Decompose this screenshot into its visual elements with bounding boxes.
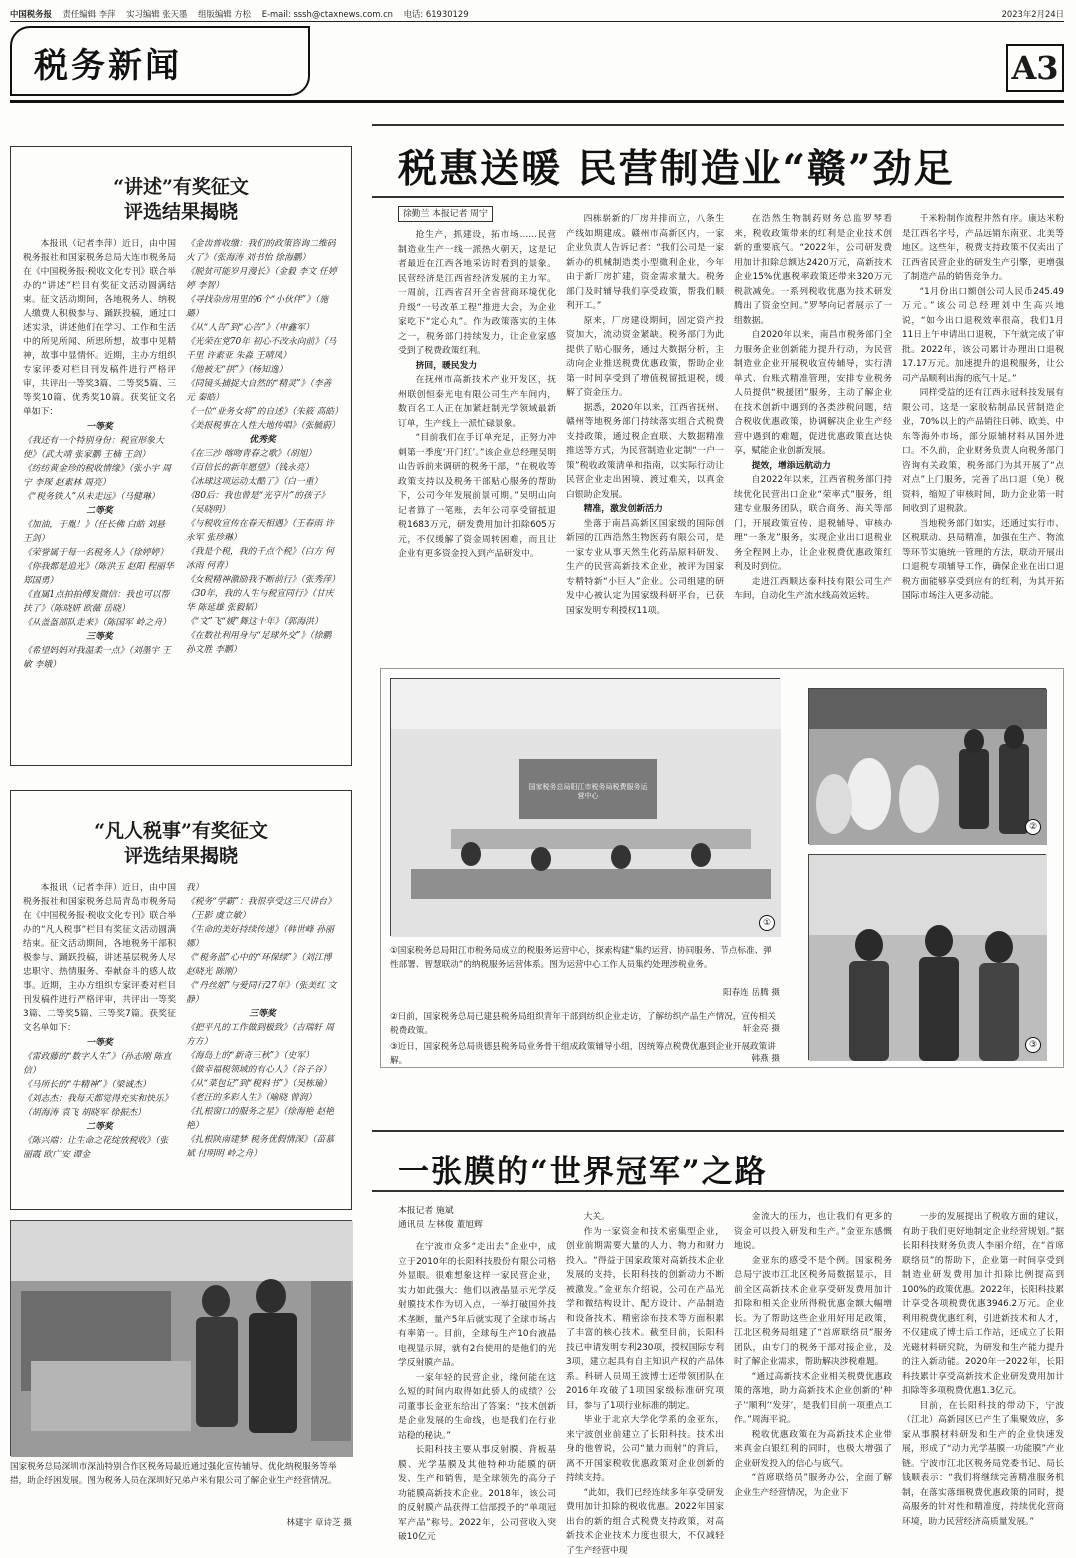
photo-number-3: ③ (1025, 1037, 1041, 1053)
award-entry: 《扎根陕南建梦 税务优假情深》（苗慕斌 付明明 岭之舟） (186, 1133, 339, 1161)
award-entry: 《他被无“拱”》（杨知逸） (186, 363, 339, 377)
paragraph: 原来，厂房建设期间，固定资产投资加大，流动资金紧缺。税务部门为此提供了贴心服务，通过大数据分析，主动向企业推送税费优惠政策，帮助企业第一时间享受到了增值税留抵退税，缓解了资金压力。 (566, 314, 724, 401)
award-level: 优秀奖 (186, 433, 339, 447)
award-entry: 《生命的美好持续传递》（韩世峰 孙丽娜） (186, 923, 339, 951)
award-level: 一等奖 (23, 1036, 176, 1050)
paragraph: 千米粉制作流程井然有序。康达米粉是江西名字号，产品远销东南亚、北美等地区。这些年，税费支持政策不仅卖出了江西省民营企业的研发生产引擎，更增强了制造产品的销售竞争力。 (902, 212, 1064, 285)
service-center-illustration (391, 679, 781, 937)
photo3-caption: ③近日，国家税务总局贵德县税务局业务骨干组成政策辅导小组，因统筹点税费优惠到企业开展政策讲解。 (390, 1040, 780, 1068)
award-entry: 《金齿普收缴：我们的政策咨询二维码火了》（张海涛 刘书怡 徐海鹏） (186, 237, 339, 265)
award-entry: 《冰球这项运动太酷了》（白一重） (186, 475, 339, 489)
box2-intro: 本报讯（记者李萍）近日，由中国税务报社和国家税务总局青岛市税务局在《中国税务报·税收文化专刊》联合举办的“凡人税事”栏目有奖征文活动圆满结束。征文活动期间，各地税务干部积极参与、踊跃投稿，讲述基层税务人尽忠职守、热情服务、奉献奋斗的感人故事。近期，主办方组织专家评委对栏目刊发稿件进行严格评审，共评出一等奖3篇、二等奖5篇、三等奖7篇。获奖征文名单如下： (23, 881, 176, 1035)
award-entry: 《同镜头捕捉大自然的“精灵”》（李善元 秦皓） (186, 377, 339, 405)
box1-list-col2 (186, 237, 339, 672)
editor: 责任编辑 李萍 (63, 9, 116, 19)
award-entry: 《“丹丝姐”与爱同行27年》（张美红 文静） (186, 979, 339, 1007)
paragraph: 税收优惠政策在为高新技术企业带来真金白银红利的同时，也极大增强了企业研发投入的信心与底气。 (734, 1428, 892, 1472)
article1-headline-rule (372, 196, 1064, 198)
article2-col1 (398, 1240, 556, 1542)
page-number: A3 (1006, 44, 1064, 92)
photo-tax-officers-factory (10, 1220, 352, 1456)
paragraph: 一步的发展提出了税收方面的建议，有助于我们更好地制定企业经营规划。”据长阳科技财务负责人李丽介绍，在“首席联络员”的帮助下，企业第一时间享受到制造业研发费用加计扣除比例提高到100%的政策优惠。2022年，长阳科技累计享受各项税费优惠3946.2万元。企业利用税费优惠红利，引进新技术和人才，不仅建成了博士后工作站，还成立了长阳光磁材料研究院，为研发和生产能力提升的注入新动能。2020年一2022年，长阳科技累计享受高新技术企业研发费用加计扣除等多项税费优惠1.3亿元。 (902, 1210, 1064, 1399)
article2-top-rule (372, 1130, 1064, 1132)
essay-award-box-1 (10, 146, 352, 766)
award-entry: 《从“人告”到“心告”》（申鑫军） (186, 321, 339, 335)
paragraph: 据悉，2020年以来，江西省抚州、赣州等地税务部门持续落实组合式税费支持政策，通过税企直联、大数据精准推送等方式，为民营制造业定制“一户一策”税收政策清单和指南，以实际行动让民营企业走出困境、渡过难关，以真金白银助企发展。 (566, 401, 724, 503)
masthead-rule (10, 100, 1064, 103)
paragraph: 长阳科技主要从事反射膜、背板基膜、光学基膜及其他特种功能膜的研发、生产和销售，是全球领先的高分子功能膜高新技术企业。2018年，该公司的反射膜产品获得工信部授予的“单项冠军产品”称号。2022年，公司营收入突破10亿元 (398, 1443, 556, 1545)
paragraph: 自2022年以来，江西省税务部门持续优化民营出口企业“荣率式”服务，组建专业服务团队，联合商务、海关等部门，开展政策宣传、退税辅导、审核办理“一条龙”服务，实现企业出口退税业务全程网上办，让企业税费优惠政策红利及时到位。 (734, 473, 892, 575)
box2-list-col1 (23, 1036, 176, 1162)
box1-intro: 本报讯（记者李萍）近日，由中国税务报社和国家税务总局大连市税务局在《中国税务报·税收文化专刊》联合举办的“讲述”栏目有奖征文活动圆满结束。征文活动期间，各地税务人、纳税人缴费人积极参与、踊跃投稿，通过口述实录，讲述他们在学习、工作和生活中的所见所闻、所思所想，故事中见精神，故事中显情怀。近期，主办方组织专家评委对栏目刊发稿件进行严格评审，共评出一等奖3篇、二等奖5篇、三等奖10篇、优秀奖10篇。获奖征文名单如下： (23, 237, 176, 419)
award-entry: 《在三沙 喀吻青春之歌》（胡旭） (186, 447, 339, 461)
box1-list-col1 (23, 420, 176, 672)
box2-list-col2 (186, 881, 339, 1162)
article2-byline (398, 1204, 483, 1232)
award-entry: 我） (186, 881, 339, 895)
subheading: 精准，激发创新活力 (566, 502, 724, 517)
paragraph: “首席联络员”服务办公，全面了解企业生产经营情况，为企业下 (734, 1471, 892, 1500)
award-entry: 《“文”飞“媛”舞这十年》（郭海洪） (186, 615, 339, 629)
photo-number-1: ① (759, 915, 775, 931)
article2-col3 (734, 1210, 892, 1542)
award-level: 三等奖 (23, 630, 176, 644)
award-entry: 《脱贫可能岁月漫长》（金毅 李文 任婷婷 李智） (186, 265, 339, 293)
award-entry: 《刘志杰：我每天都觉得充实和快乐》（胡海涛 袁飞 胡晓军 徐振杰） (23, 1092, 176, 1120)
photo4-caption: 国家税务总局深圳市深汕特别合作区税务局最近通过强化宣传辅导、优化纳税服务等举措，助企纾困发展。图为税务人员在深圳好兄弟卢米有限公司了解企业生产经营情况。 (10, 1460, 352, 1488)
article1-col3 (734, 212, 892, 658)
article2-headline: 一张膜的“世界冠军”之路 (398, 1146, 768, 1191)
award-entry: 《光荣在党70年 初心不改永向前》（马千里 许素亚 朱淼 王晴凤） (186, 335, 339, 363)
section-title: 税务新闻 (34, 38, 182, 87)
paragraph: 目前，在长阳科技的带动下，宁波（江北）高新园区已产生了集聚效应，多家从事膜材料研发和生产的企业快速发展，形成了“动力光学基膜一功能膜”产业链。宁波市江北区税务局党委书记、局长钱顺表示：“我们将继续完善精准服务机制，在落实落细税费优惠政策的同时，提高服务的针对性和精准度，持续优化营商环境，助力民营经济高质量发展。” (902, 1399, 1064, 1530)
subheading: 提效，增添远航动力 (734, 459, 892, 474)
award-entry: 《“税务铁人”从未走远》（马健琳） (23, 490, 176, 504)
paper-name: 中国税务报 (10, 9, 52, 19)
award-entry: 《我还有一个特别身份：税宣形象大使》（武大靖 张家鹏 王楠 王剑） (23, 434, 176, 462)
paragraph: 在抚州市高新技术产业开发区，抚州联创恒泰光电有限公司生产车间内，数百名工人正在加紧赶制光学领域最新订单，生产线上一派忙碌景象。 (398, 373, 556, 431)
paragraph: 走进江西顺达泰科技有限公司生产车间，自动化生产流水线高效运转。 (734, 575, 892, 604)
award-entry: 《百信长的新年愿望》（钱永亮） (186, 461, 339, 475)
paragraph: “1月份出口额创公司人民币245.49万元。”该公司总经理刘中生高兴地说，“如今出口退税效率很高，我们1月11日上午申请出口退税，下午就完成了审批。2022年，该公司累计办理出口退税17.17万元。加速提升的退税服务，让公司产品顺利出海的底气十足。” (902, 285, 1064, 387)
award-entry: 《从“菜包记”到“税料书”》（吴栋瑜） (186, 1077, 339, 1091)
photo2-caption: ②日前，国家税务总局已建县税务局组织青年干部到纺织企业走访，了解纺织产品生产情况，宣传相关税费政策。 (390, 1010, 780, 1038)
paragraph: 金流大的压力，也让我们有更多的资金可以投入研发和生产。”金亚东感慨地说。 (734, 1210, 892, 1254)
paragraph: “通过高新技术企业相关税费优惠政策的落地，助力高新技术企业创新的‘种子’‘顺利’‘发芽’，是我们目前一项重点工作。”周海平说。 (734, 1370, 892, 1428)
subheading: 挤回，暖民发力 (398, 359, 556, 374)
photo1-credit: 阳春连 岳腾 摄 (390, 986, 780, 998)
paragraph: 大关。 (566, 1210, 724, 1225)
award-entry: 《老汪的多彩人生》（喻晓 曾润） (186, 1091, 339, 1105)
award-entry: 《把平凡的工作做到极致》（吉瑞轩 周方方） (186, 1021, 339, 1049)
photo-service-center (390, 678, 780, 936)
article1-top-rule (372, 124, 1064, 126)
photo-textile-visit (808, 688, 1046, 844)
article1-byline (398, 206, 493, 222)
award-entry: 《马所长的“牛精神”》（梁诚杰） (23, 1078, 176, 1092)
article2-col4 (902, 1210, 1064, 1542)
paragraph: “此如，我们已经连续多年享受研发费用加计扣除的税收优惠。2022年国家出台的新的组合式税费支持政策，对高新技术企业技术力度也很大，不仅减轻了生产经营中现 (566, 1486, 724, 1558)
paragraph: 在宁波市众多“走出去”企业中，成立于2010年的长阳科技股份有限公司格外显眼。很难想象这样一家民营企业，实力如此强大：他们以液晶显示光学反射膜技术作为切入点，一举打破国外技术垄断，量产5年后就实现了全球市场占有率第一。目前，全球每生产10台液晶电视显示屏，就有2台使用的是他们的光学反射膜产品。 (398, 1240, 556, 1371)
photo-number-2: ② (1025, 819, 1041, 835)
award-entry: 《海岛上的“新奇三秋”》（史军） (186, 1049, 339, 1063)
photo1-caption: ①国家税务总局阳江市税务局成立的税服务运营中心，探索构建“集约运营、协同服务、节点标准、弹性部署、智慧联动”的纳税服务运营体系。图为运营中心工作人员集约处理涉税业务。 (390, 944, 780, 972)
award-entry: 《从盖盔部队走来》（陈国军 岭之舟） (23, 616, 176, 630)
award-entry: 《30年，我的人生与税宣同行》（甘庆华 陈延雄 张毅韬） (186, 587, 339, 615)
award-entry: 《税务“学霸”：我很享受这三尺讲台》（王影 虞立敏） (186, 895, 339, 923)
paragraph: 毕业于北京大学化学系的金亚东，来宁波创业前建立了长阳科技。技术出身的他曾说，公司“量力而射”的背后，离不开国家税收优惠政策对企业创新的持续支持。 (566, 1413, 724, 1486)
paragraph: 金亚东的感受不是个例。国家税务总局宁波市江北区税务局数据显示，目前全区高新技术企业享受研发费用加计扣除和相关企业所得税优惠金额大幅增长。为了帮助这些企业用好用足政策，江北区税务局组建了“首席联络员”服务团队，由专门的税务干部对接企业，及时了解企业需求，帮助解决涉税难题。 (734, 1254, 892, 1370)
award-entry: 《80后：我也曾是“光亨片”的孩子》（吴晓明） (186, 489, 339, 517)
award-entry: 《在数社利用身与“足球外交”》（徐鹏 孙文胜 李鹏） (186, 629, 339, 657)
article1-col4 (902, 212, 1064, 658)
header-left (10, 8, 477, 20)
award-entry: 《加油，于胤！》（任长佛 白皓 刘悬 王剑） (23, 518, 176, 546)
essay-award-box-2 (10, 790, 352, 1210)
article1-col1 (398, 228, 556, 658)
article1-col2 (566, 212, 724, 658)
article2-col2 (566, 1210, 724, 1542)
article2-headline-rule (372, 1190, 1064, 1192)
paragraph: 一家年轻的民营企业，缘何能在这么短的时间内取得如此骄人的成绩？公司董事长金亚东给出了答案：“技术创新是企业发展的生命线，也是我们在行业站稳的秘诀。” (398, 1371, 556, 1444)
award-entry: 《一位“业务女将”的自述》（朱筱 高皓） (186, 405, 339, 419)
award-level: 三等奖 (186, 1007, 339, 1021)
photo-policy-team (808, 854, 1046, 1060)
award-entry: 《“税务蓝”心中的“环保绿”》（刘江博 赵晓光 陈刚） (186, 951, 339, 979)
phone: 电话: 61930129 (404, 9, 469, 19)
award-entry: 《做幸福税领域的有心人》（谷子谷） (186, 1063, 339, 1077)
box1-title-line2: 评选结果揭晓 (23, 200, 339, 225)
award-entry: 《陈兴端：让生命之花绽放税收》（张丽霞 欧广安 谭金 (23, 1134, 176, 1162)
box2-title-line2: 评选结果揭晓 (23, 844, 339, 869)
award-entry: 《美报税事在人性大地传唱》（张毓蔚） (186, 419, 339, 433)
award-entry: 《我是个税，我的千点个税》（白方 何冰雨 何青） (186, 545, 339, 573)
award-entry: 《纺纺黄金珍的税收情缘》（张小宇 周宁 李琛 赵素林 周亮） (23, 462, 176, 490)
paragraph: 抢生产，抓建设，拓市场……民营制造业生产一线一派热火朝天，这是记者最近在江西各地采访时看到的景象。民营经济是江西省经济发展的主力军。一周前，江西省召开全省营商环境优化升级“一号改革工程”推进大会，为企业家吃下“定心丸”。作为政策落实的主体之一，税务部门持续发力，让企业家感受到了税费政策红利。 (398, 228, 556, 359)
award-entry: 《荣誉属于每一名税务人》（徐婷婷） (23, 546, 176, 560)
article1-byline-text: 徐勤兰 本报记者 周宁 (398, 206, 493, 222)
box1-title-line1: “讲述”有奖征文 (23, 175, 339, 200)
policy-team-illustration (809, 855, 1047, 1061)
layout-editor: 组版编辑 方松 (198, 9, 251, 19)
award-entry: 《你我都是追光》（陈洪玉 赵阳 程丽华 郑国勇） (23, 560, 176, 588)
award-entry: 《女税精神激励我不断前行》（张秀萍） (186, 573, 339, 587)
award-entry: 《扎根窗口的服务之星》（徐海艳 赵艳艳） (186, 1105, 339, 1133)
paragraph: 同样受益的还有江西永冠科技发展有限公司，这是一家胶粘制品民营制造企业，70%以上的产品销往日韩、欧美、中东等海外市场，部分原辅材料从国外进口。不久前，企业财务负责人向税务部门咨询有关政策，税务部门为其开展了“点对点”上门服务，完善了出口退（免）税资料，缩短了审核时间，助力企业第一时间收到了退税款。 (902, 386, 1064, 517)
box2-title-line1: “凡人税事”有奖征文 (23, 819, 339, 844)
photo3-credit: 韩燕 摄 (390, 1052, 780, 1064)
paragraph: “目前我们在手订单充足，正努力冲刺第一季度‘开门红’。”该企业总经理吴明山告诉前来调研的税务干部，“在税收等政策支持以及税务干部贴心服务的帮助下，公司今年发展前景可期。”吴明山向记者算了一笔账，去年公司享受留抵退税1683万元，研发费用加计扣除605万元，不仅缓解了资金周转困难，而且让企业有更多资金投入到产品研发中。 (398, 431, 556, 562)
factory-visit-illustration (11, 1221, 353, 1457)
paragraph: 当地税务部门如实，还通过实行市、区税联动、县局精准，加强在生产、物流等环节实施统一管理的方法，联动开展出口退税专项辅导工作，确保企业在出口退税方面能够享受到应有的红利，为其开拓国际市场注入更多动能。 (902, 517, 1064, 604)
paragraph: 自2020年以来，南昌市税务部门全力服务企业创新能力提升行动，为民营制造业企业开展税收宣传辅导，实行清单式、台账式精准管理，安排专业税务人员提供“税援团”服务，主动了解企业在技术创新中遇到的各类涉税问题，结合税收优惠政策，协调解决企业生产经营中遇到的难题，促进优惠政策直达快享，赋能企业创新发展。 (734, 328, 892, 459)
paragraph: 在浩然生物制药财务总监罗琴看来，税收政策带来的红利是企业技术创新的重要底气。“2022年，公司研发费用加计扣除总额达2420万元，高新技术企业15%优惠税率政策还带来320万元税款减免。一系列税收优惠为技术研发腾出了资金空间。”罗琴向记者展示了一组数据。 (734, 212, 892, 328)
textile-visit-illustration (809, 689, 1047, 845)
award-level: 一等奖 (23, 420, 176, 434)
page-header (10, 6, 1064, 22)
award-level: 二等奖 (23, 504, 176, 518)
email: E-mail: sssh@ctaxnews.com.cn (262, 9, 393, 19)
article2-byline-1: 本报记者 施斌 (398, 1204, 483, 1218)
award-entry: 《与税收宣传在春天相遇》（王春雨 许永军 张珍琳） (186, 517, 339, 545)
paragraph: 四栋崭新的厂房并排而立，八条生产线如期建成。赣州市高新区内，一家企业负责人告诉记者：“我们公司是一家新办的机械制造类小型微利企业，今年由于新厂房扩建，资金需求量大。税务部门及时辅导我们享受政策，帮我们顺利开工。” (566, 212, 724, 314)
photo2-credit: 轩金亮 摄 (390, 1022, 780, 1034)
service-center-sign: 国家税务总局阳江市税务局税费服务运营中心 (526, 783, 650, 801)
issue-date: 2023年2月24日 (1002, 8, 1064, 20)
paragraph: 坐落于南昌高新区国家级的国际创新园的江西浩然生物医药有限公司，是一家专业从事天然生化药品原料研发、生产的民营高新技术企业，被评为国家专精特新“小巨人”企业。公司组建的研发中心被认定为国家级科研平台，已获国家发明专利授权11项。 (566, 517, 724, 619)
award-level: 二等奖 (23, 1120, 176, 1134)
award-entry: 《直属1点拍拍傅发微信：我也可以帮扶了》（陈晓妍 欧薇 岳晓） (23, 588, 176, 616)
article1-headline: 税惠送暖 民营制造业“赣”劲足 (398, 138, 954, 194)
award-entry: 《希望妈妈对我温柔一点》（刘墨宇 王敏 李娥） (23, 644, 176, 672)
intern-editor: 实习编辑 张天墨 (126, 9, 187, 19)
award-entry: 《雷政藤的“数字人生”》（孙志刚 陈直信） (23, 1050, 176, 1078)
paragraph: 作为一家资金和技术密集型企业，创业前期需要大量的人力、物力和财力投入。“得益于国家政策对高新技术企业发展的支持，长阳科技的创新动力不断被激发。”金亚东介绍说，公司在产品光学和微结构设计、配方设计、产品制造和设备技术、精密涂布技术等方面积累了丰富的核心技术。截至目前，长阳科技已申请发明专利230项，授权国际专利3项，建立起具有自主知识产权的产品体系。科研人员周王波博士还带领团队在2016年攻破了1项国家级标准研究项目，参与了1项行业标准的制定。 (566, 1225, 724, 1414)
award-entry: 《寻找杂房用里的6个“小伙伴”》（施璐） (186, 293, 339, 321)
article2-byline-2: 通讯员 左林俊 董旭辉 (398, 1218, 483, 1232)
photo4-credit: 林建宇 章诗芝 摄 (10, 1516, 352, 1528)
